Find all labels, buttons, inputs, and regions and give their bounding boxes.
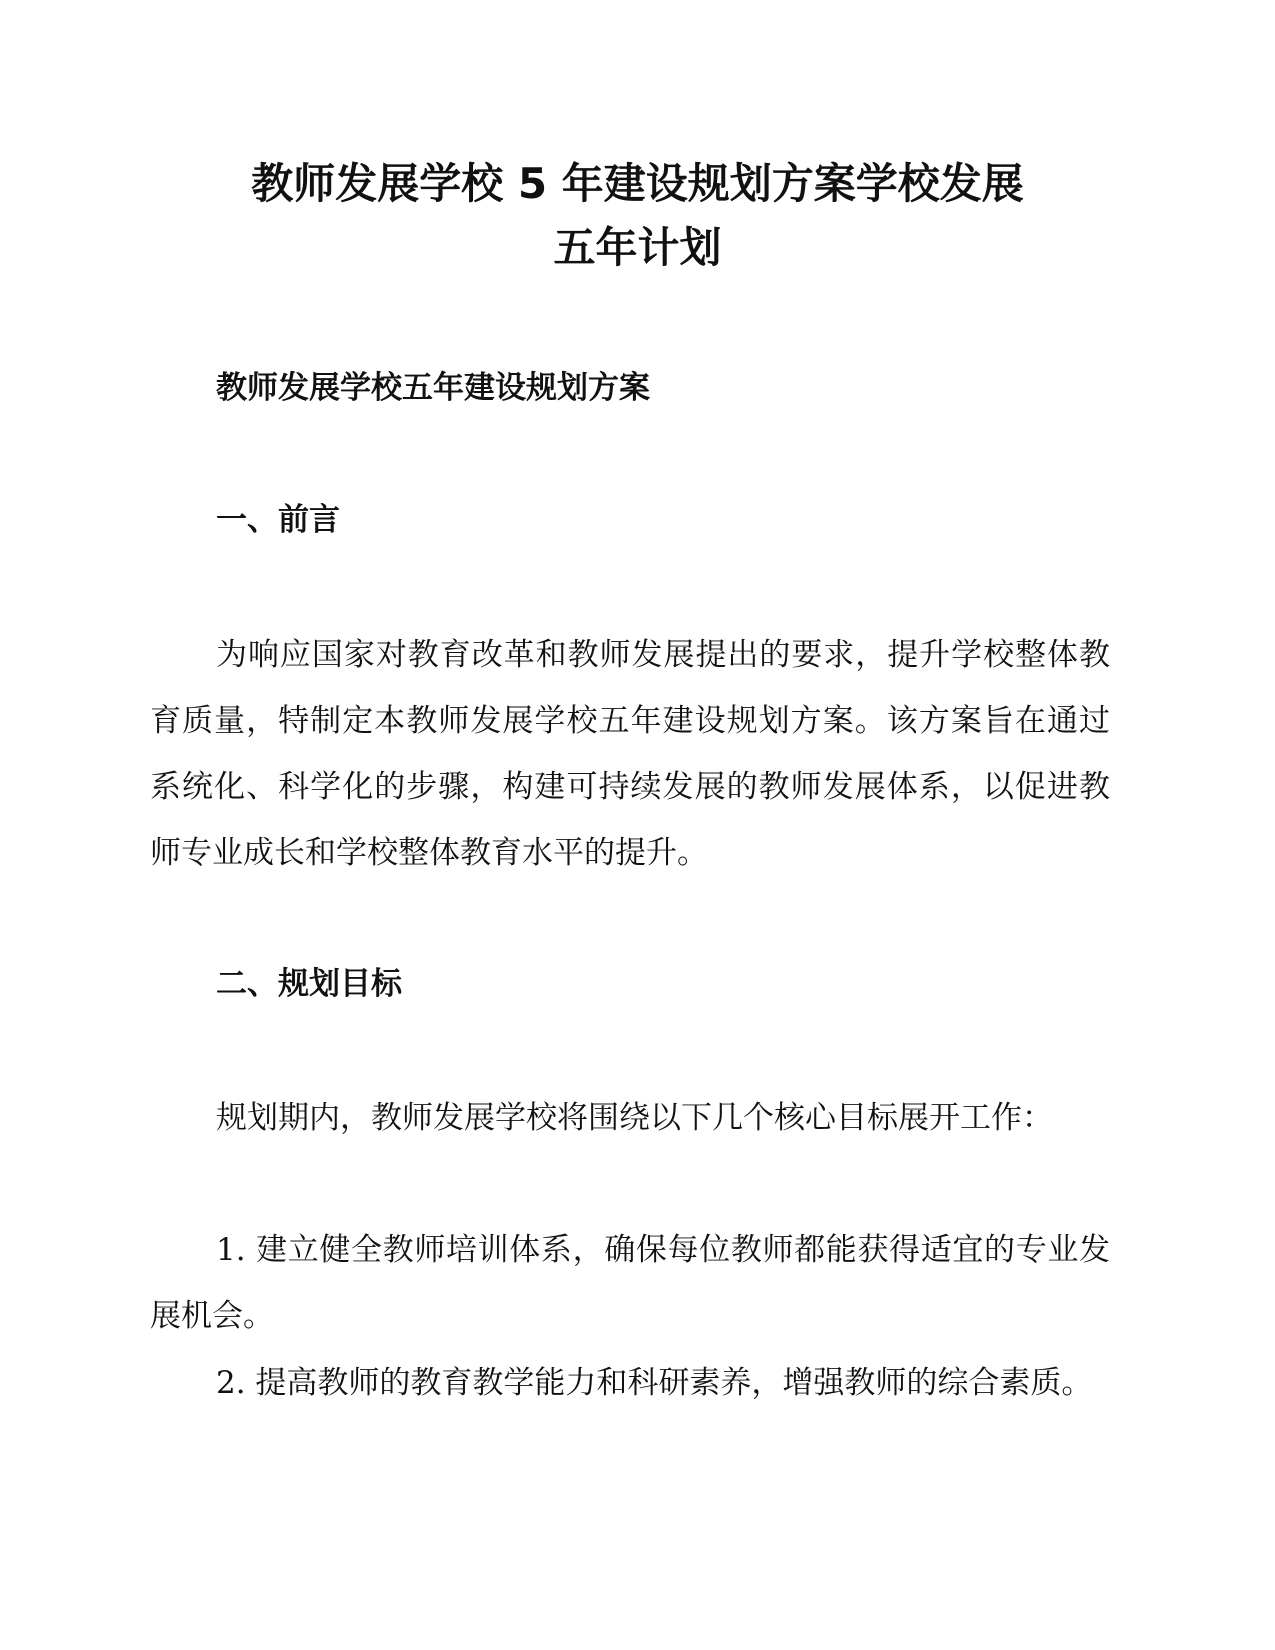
document-title — [150, 152, 1125, 280]
document-subtitle: 教师发展学校五年建设规划方案 — [216, 370, 650, 406]
document-title-line-1: 教师发展学校 5 年建设规划方案学校发展 — [251, 159, 1024, 208]
document-title-line-2: 五年计划 — [553, 223, 722, 272]
section-heading-goals: 二、规划目标 — [216, 966, 402, 1002]
goals-intro-paragraph: 规划期内，教师发展学校将围绕以下几个核心目标展开工作： — [216, 1100, 1053, 1136]
section-heading-preface: 一、前言 — [216, 502, 340, 538]
goal-item-1: 1. 建立健全教师培训体系，确保每位教师都能获得适宜的专业发展机会。 — [150, 1232, 1110, 1334]
goal-item-2: 2. 提高教师的教育教学能力和科研素养，增强教师的综合素质。 — [216, 1365, 1093, 1401]
preface-paragraph: 为响应国家对教育改革和教师发展提出的要求，提升学校整体教育质量，特制定本教师发展学校五年建设规划方案。该方案旨在通过系统化、科学化的步骤，构建可持续发展的教师发展体系，以促进教师专业成长和学校整体教育水平的提升。 — [150, 637, 1110, 871]
